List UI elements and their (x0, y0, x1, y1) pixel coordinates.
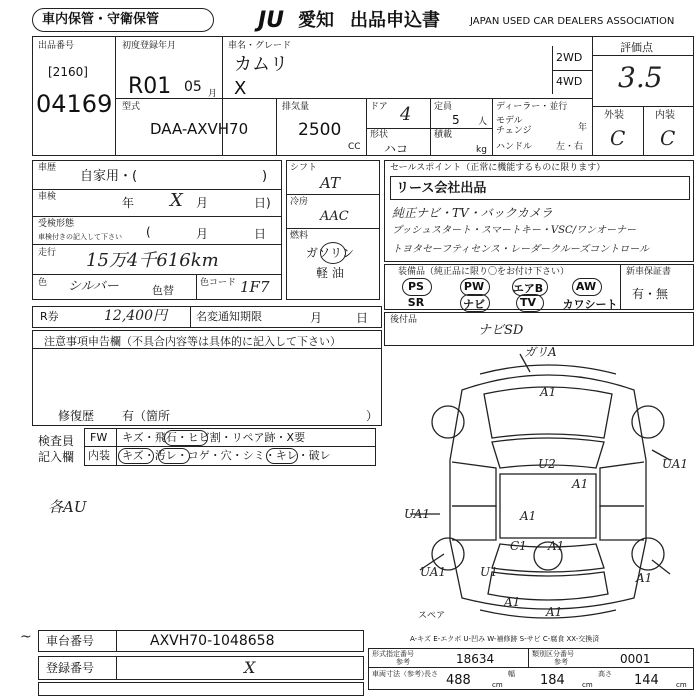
aircon-label: 冷房 (290, 197, 309, 207)
equip-sr: SR (407, 296, 425, 309)
equip-tv-circle (516, 294, 544, 312)
damage-label-14: A1 (546, 605, 563, 619)
drive-2wd: 2WD (556, 51, 583, 64)
repair-close: ） (366, 409, 379, 423)
equip-ps: PS (408, 280, 424, 293)
inspector-row1: キズ・飛石・ヒビ割・リペア跡・X要 (122, 431, 306, 444)
category-label: 類別区分番号 (532, 650, 574, 658)
load-unit: kg (476, 145, 487, 155)
fuel-diesel: 軽 油 (316, 266, 344, 280)
damage-label-13: A1 (504, 595, 521, 609)
dealer-label: ディーラー・並行 (496, 102, 568, 112)
doors-label: ドア (370, 102, 388, 112)
first-reg-year: R01 (128, 74, 172, 99)
front-bumper (480, 365, 616, 374)
history-close: ) (262, 169, 268, 184)
equip-navi: ナビ (463, 298, 485, 311)
damage-label-7: UA1 (420, 565, 447, 579)
accept-label: 受検形態 (38, 219, 75, 229)
interior-circle-3 (266, 448, 298, 464)
mileage-label: 走行 (38, 248, 57, 258)
notes-label: 注意事項申告欄（不具合内容等は具体的に記入して下さい） (44, 335, 341, 348)
color-label: 色 (38, 278, 48, 288)
car-grade: X (234, 78, 247, 99)
width-unit: cm (582, 681, 593, 689)
equip-ps-circle (402, 278, 432, 296)
wheel-fl (432, 406, 464, 438)
first-reg-month: 05 (184, 79, 202, 95)
notice-label: 名変通知期限 (196, 310, 262, 323)
aftermarket-label: 後付品 (390, 315, 418, 325)
inspector-row2: キズ・汚レ・コゲ・穴・シミ・キレ・破レ (122, 449, 331, 462)
damage-legend: A-キズ E-エクボ U-凹み W-補修跡 S-サビ C-腐食 XX-交換済 (410, 635, 600, 643)
inspection-day: 日) (254, 196, 271, 210)
damage-label-6: UA1 (404, 507, 431, 521)
model-value: DAA-AXVH70 (150, 120, 249, 138)
repaint-label: 色替 (152, 284, 174, 297)
shift-label: シフト (290, 163, 318, 173)
inspector-label-1: 検査員 (38, 434, 75, 448)
width-label: 幅 (508, 670, 515, 678)
rear-right-door (600, 506, 644, 540)
storage-stamp-text: 車内保管・守衛保管 (42, 12, 160, 27)
repair-label: 修復歴 (58, 409, 95, 423)
registration-value: X (244, 658, 256, 677)
color-code-value: 1F7 (240, 278, 270, 296)
warranty-label: 新車保証書 (626, 267, 672, 277)
lot-prefix: [2160] (48, 65, 88, 79)
accept-day: 日 (254, 227, 267, 241)
fw-circle (164, 430, 208, 446)
fuel-gas: ガソリン (306, 246, 355, 260)
height-value: 144 (634, 673, 659, 688)
aircon-value: AAC (320, 209, 349, 224)
rating-label: 評価点 (620, 41, 653, 54)
model-label: 型式 (122, 102, 141, 112)
size-label: 車両寸法（参考） (372, 670, 428, 678)
damage-label-9: A1 (548, 539, 565, 553)
color-value: シルバー (68, 279, 119, 294)
wheel-fr (632, 406, 664, 438)
int-grade: C (660, 126, 676, 150)
class-label: 形式指定番号 (372, 650, 414, 658)
equip-leather: カワシート (562, 298, 618, 311)
drive-4wd: 4WD (556, 75, 583, 88)
mileage-value: 15万4千616km (86, 250, 219, 271)
first-reg-label: 初度登録年月 (122, 41, 177, 51)
notice-day: 日 (356, 311, 369, 325)
warranty-value: 有・無 (632, 287, 669, 301)
selling-line-1: 純正ナビ・TV・バックカメラ (392, 206, 553, 220)
lot-label: 出品番号 (38, 41, 75, 51)
front-right-door (600, 462, 644, 506)
damage-label-12: U1 (480, 565, 498, 579)
interior-circle-1 (118, 448, 154, 464)
first-reg-month-unit: 月 (208, 89, 218, 99)
damage-label-3: U2 (538, 457, 556, 471)
repair-yes: 有（箇所 (122, 409, 171, 423)
scribble-mark: ~ (20, 629, 32, 645)
equip-airbag: エアB (512, 282, 544, 295)
car-name-label: 車名・グレード (228, 41, 292, 51)
ju-logo: JU (258, 8, 285, 33)
length-value: 488 (446, 673, 471, 688)
history-value: 自家用・( (80, 169, 138, 184)
height-label: 高さ (598, 670, 612, 678)
page-title: 出品申込書 (350, 10, 440, 31)
displacement-label: 排気量 (282, 102, 310, 112)
class-value: 18634 (456, 652, 495, 666)
damage-label-5: UA1 (662, 457, 689, 471)
rear-left-door (452, 506, 496, 540)
handle-label: ハンドル (496, 142, 533, 152)
spare-label: スペア (418, 611, 446, 621)
ext-grade: C (610, 126, 626, 150)
shape-value: ハコ (384, 142, 409, 156)
accept-month: 月 (196, 227, 209, 241)
selling-points-label: セールスポイント（正常に機能するものに限ります） (390, 163, 606, 173)
shape-label: 形状 (370, 130, 389, 140)
front-left-door (452, 462, 496, 506)
selling-headline: リース会社出品 (396, 181, 487, 196)
displacement-value: 2500 (298, 120, 342, 140)
equip-pw: PW (463, 280, 485, 293)
handle-value: 左・右 (556, 142, 584, 152)
inspector-note: 各AU (48, 498, 87, 516)
model-change-sub: チェンジ (496, 126, 532, 136)
equip-navi-circle (460, 294, 490, 312)
registration-subrow (38, 682, 364, 696)
notice-month: 月 (310, 311, 323, 325)
damage-label-11: C1 (510, 539, 527, 553)
fuel-gas-circle (320, 242, 346, 264)
recycle-value: 12,400円 (104, 308, 167, 324)
equip-aw-circle (572, 278, 602, 296)
inspection-label: 車検 (38, 192, 57, 202)
inspector-row1-tag: FW (90, 431, 108, 444)
recycle-label: R券 (40, 310, 59, 323)
damage-label-8: A1 (520, 509, 537, 523)
load-label: 積載 (434, 130, 453, 140)
history-label: 車歴 (38, 163, 57, 173)
ju-logo-text: 愛知 (298, 10, 334, 31)
damage-label-1: ガリA (524, 345, 557, 359)
equip-aw: AW (575, 280, 597, 293)
equip-tv: TV (519, 296, 537, 309)
doors-value: 4 (400, 104, 412, 125)
chassis-value: AXVH70-1048658 (150, 633, 275, 649)
displacement-unit: CC (348, 142, 361, 152)
damage-label-2: A1 (540, 385, 557, 399)
length-unit: cm (492, 681, 503, 689)
int-label: 内装 (655, 110, 675, 121)
fuel-label: 燃料 (290, 231, 309, 241)
damage-label-4: A1 (572, 477, 589, 491)
category-value: 0001 (620, 652, 651, 666)
model-change-label: モデル (496, 116, 523, 126)
capacity-value: 5 (452, 113, 460, 127)
inspector-row2-tag: 内装 (88, 449, 110, 462)
lot-number: 04169 (36, 90, 113, 118)
length-label: 長さ (424, 670, 438, 678)
model-change-year: 年 (578, 123, 588, 133)
inspection-year: 年 (122, 196, 135, 210)
category-sub: 参考 (554, 658, 568, 666)
ext-label: 外装 (604, 110, 624, 121)
aftermarket-block (384, 312, 694, 346)
selling-line-2: プッシュスタート・スマートキー・VSC/ワンオーナー (392, 225, 636, 236)
inspection-mark: X (170, 190, 183, 211)
rating-score: 3.5 (618, 61, 663, 94)
equipment-label: 装備品（純正品に限り〇をお付け下さい） (398, 267, 570, 277)
accept-sub: 車検付きの記入して下さい (38, 233, 122, 241)
width-value: 184 (540, 673, 565, 688)
inspector-label-2: 記入欄 (38, 450, 75, 464)
inspection-month: 月 (196, 196, 209, 210)
association-name: JAPAN USED CAR DEALERS ASSOCIATION (470, 16, 675, 27)
selling-line-3: トヨタセーフティセンス・レーダークルーズコントロール (392, 244, 649, 255)
interior-circle-2 (158, 448, 190, 464)
damage-label-10: A1 (636, 571, 653, 585)
height-unit: cm (676, 681, 687, 689)
color-code-label: 色コード (200, 278, 237, 288)
accept-paren-open: ( (146, 225, 151, 239)
capacity-unit: 人 (478, 117, 488, 127)
class-sub: 参考 (396, 658, 410, 666)
capacity-label: 定員 (434, 102, 453, 112)
car-name: カムリ (234, 54, 288, 75)
chassis-label: 車台番号 (46, 634, 95, 648)
aftermarket-value: ナビSD (478, 323, 524, 338)
shift-value: AT (320, 174, 341, 192)
registration-label: 登録番号 (46, 661, 95, 675)
